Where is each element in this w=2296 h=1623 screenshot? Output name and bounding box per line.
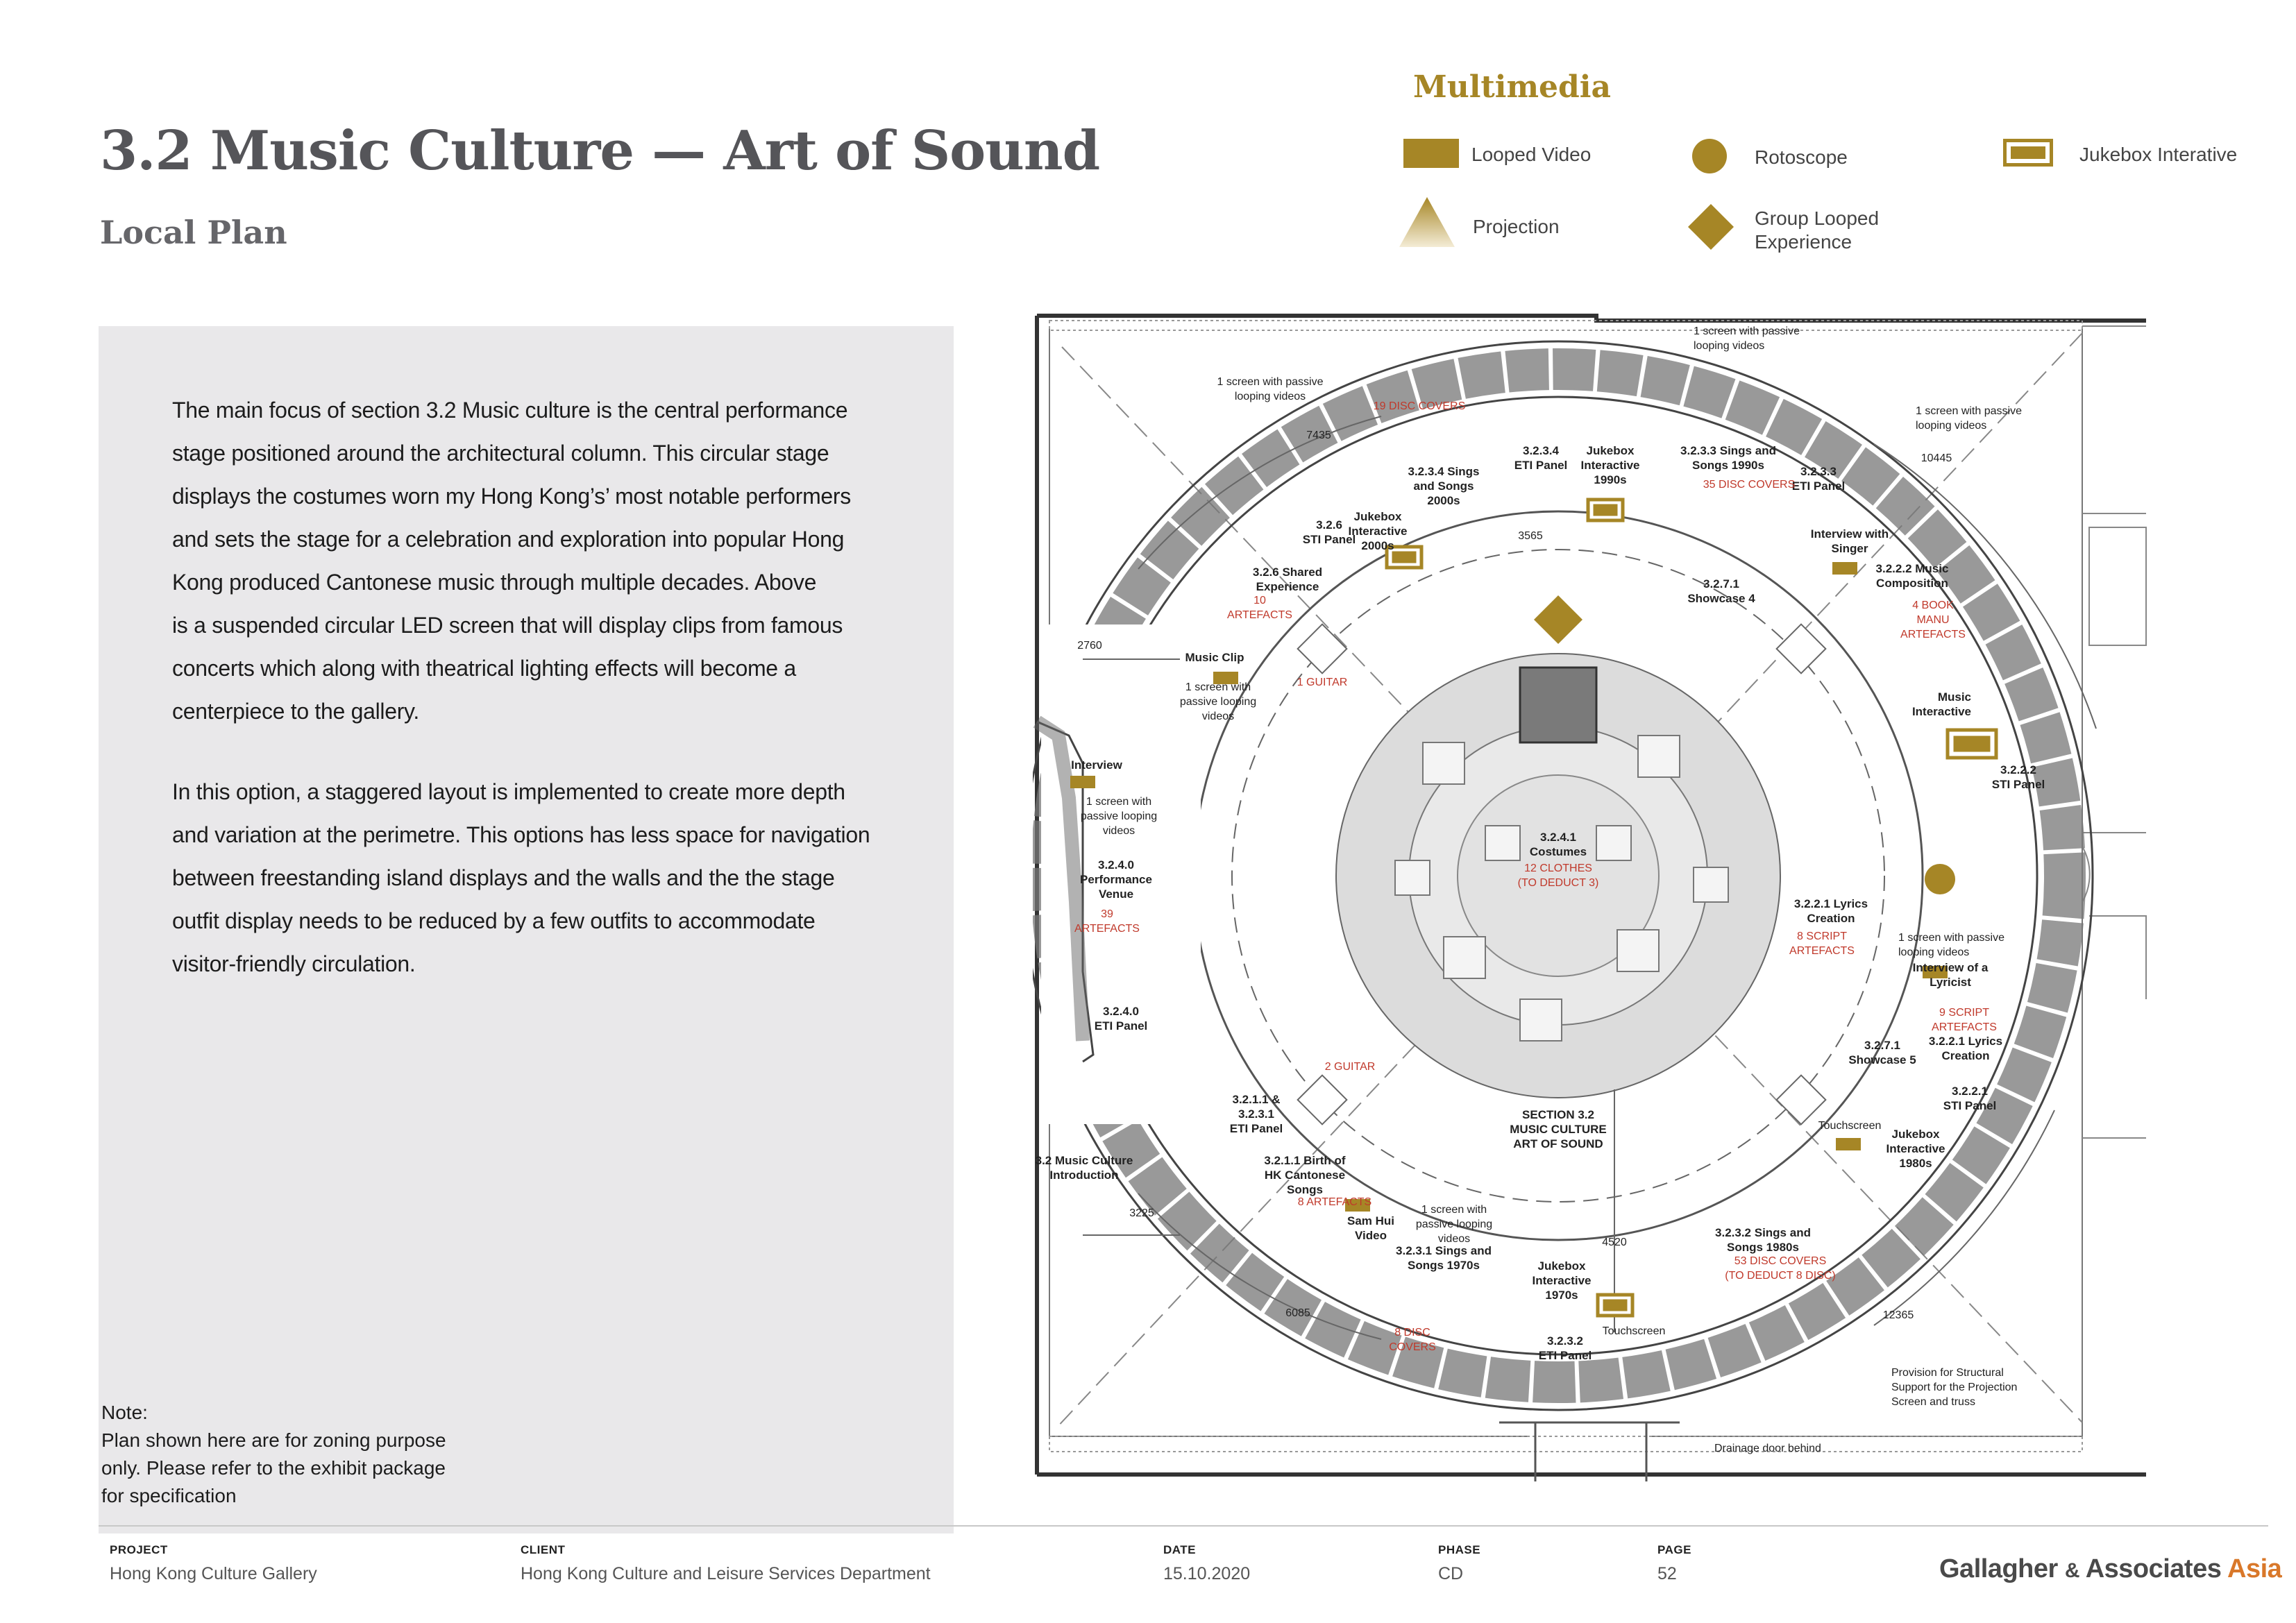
plan-label: Interview xyxy=(1071,758,1122,772)
footer-date-value: 15.10.2020 xyxy=(1163,1564,1251,1583)
artefact-count-label: 39 ARTEFACTS xyxy=(1074,908,1140,935)
plan-label: Jukebox Interactive 1980s xyxy=(1886,1128,1945,1170)
plan-label: 3565 xyxy=(1518,530,1543,542)
plan-label: 4520 xyxy=(1602,1237,1627,1248)
footer-project-value: Hong Kong Culture Gallery xyxy=(110,1564,317,1583)
rectangle-icon xyxy=(1403,139,1459,168)
artefact-count-label: 10 ARTEFACTS xyxy=(1227,595,1292,621)
plan-label: 3.2.7.1 Showcase 5 xyxy=(1848,1039,1916,1067)
plan-label: 3.2.2.2 STI Panel xyxy=(1991,763,2045,791)
plan-label: 7435 xyxy=(1306,430,1331,441)
diamond-icon xyxy=(1687,203,1735,251)
plan-label: Touchscreen xyxy=(1818,1120,1882,1132)
triangle-icon xyxy=(1398,196,1456,248)
footer-page-value: 52 xyxy=(1657,1564,1677,1583)
framed-rectangle-icon xyxy=(2003,139,2053,167)
plan-label: Music Interactive xyxy=(1911,690,1971,718)
plan-label: Touchscreen xyxy=(1602,1325,1666,1337)
plan-label: 1 screen with passive looping videos xyxy=(1694,325,1800,352)
artefact-count-label: 8 DISC COVERS xyxy=(1389,1327,1436,1353)
description-paragraph-2: In this option, a staggered layout is implemented to create more depth and variation at the perimetre. This options has less space for navigation between freestanding island displays and the walls and the the stage outfit display needs to be reduced by a few outfits to accommodate visitor-friendly circulation. xyxy=(172,779,870,976)
page-title: 3.2 Music Culture — Art of Sound xyxy=(100,119,1100,182)
plan-label: 2760 xyxy=(1077,640,1102,652)
plan-label: Interview with Singer xyxy=(1810,527,1889,555)
legend-group-looped-label: Group Looped Experience xyxy=(1755,207,1880,253)
group-looped-experience-marker xyxy=(1534,595,1582,644)
plan-label: Provision for Structural Support for the Projection Screen and truss xyxy=(1891,1367,2018,1408)
plan-note: Note: Plan shown here are for zoning purpose only. Please refer to the exhibit package for specification xyxy=(101,1402,446,1506)
plan-label: 1 screen with passive looping videos xyxy=(1179,681,1257,722)
footer-divider xyxy=(99,1525,2268,1527)
brand-logo: Gallagher & Associates Asia xyxy=(1939,1554,2282,1583)
artefact-count-label: 2 GUITAR xyxy=(1324,1061,1376,1073)
plan-label: Music Clip xyxy=(1185,651,1244,664)
looped-video-marker xyxy=(1070,776,1095,788)
plan-label: 3.2.3.4 ETI Panel xyxy=(1514,444,1568,472)
plan-label: Jukebox Interactive 2000s xyxy=(1348,510,1408,552)
artefact-count-label: 35 DISC COVERS xyxy=(1703,479,1796,491)
central-column xyxy=(1520,668,1596,742)
footer-client-head: CLIENT xyxy=(521,1543,566,1556)
plan-label: 3.2.3.2 Sings and Songs 1980s xyxy=(1715,1226,1811,1254)
plan-label: Drainage door behind xyxy=(1714,1443,1821,1454)
plan-label: 3.2.4.0 ETI Panel xyxy=(1094,1005,1148,1033)
description-paragraph-1: The main focus of section 3.2 Music culture is the central performance stage positioned around the architectural column. This circular stage displays the costumes worn my Hong Kong’s’ most notable performers and sets the stage for a celebration and exploration into popular Hong Kong produced Cantonese music through multiple decades. Above is a suspended circular LED screen that will display clips from famous concerts which along with theatrical lighting effects will become a centerpiece to the gallery. xyxy=(172,398,851,724)
artefact-count-label: 53 DISC COVERS (TO DEDUCT 8 DISC) xyxy=(1725,1255,1836,1282)
artefact-count-label: 4 BOOK MANU ARTEFACTS xyxy=(1900,600,1966,640)
plan-label: 1 screen with passive looping videos xyxy=(1217,376,1324,402)
footer-date-head: DATE xyxy=(1163,1543,1197,1556)
footer-project-head: PROJECT xyxy=(110,1543,168,1556)
plan-label: 3.2.3.1 Sings and Songs 1970s xyxy=(1396,1244,1492,1272)
footer-page-head: PAGE xyxy=(1657,1543,1691,1556)
plan-label: 3.2.6 STI Panel xyxy=(1302,518,1356,546)
artefact-count-label: 9 SCRIPT ARTEFACTS xyxy=(1932,1007,1997,1033)
legend-title: Multimedia xyxy=(1413,69,1611,105)
plan-label: 3.2.3.3 Sings and Songs 1990s xyxy=(1680,444,1776,472)
artefact-count-label: 8 ARTEFACTS xyxy=(1297,1196,1372,1208)
plan-label: 3.2.6 Shared Experience xyxy=(1252,566,1323,593)
plan-label: 3.2.4.0 Performance Venue xyxy=(1080,858,1152,901)
artefact-count-label: 1 GUITAR xyxy=(1297,677,1348,688)
footer-client-value: Hong Kong Culture and Leisure Services Department xyxy=(521,1564,931,1583)
plan-label: 3.2.2.2 Music Composition xyxy=(1875,562,1949,590)
circle-icon xyxy=(1692,139,1727,173)
plan-label: 3.2 Music Culture Introduction xyxy=(1035,1154,1133,1182)
legend-jukebox-label: Jukebox Interative xyxy=(2079,144,2238,165)
legend-rotoscope-label: Rotoscope xyxy=(1755,146,1848,168)
plan-label: 3.2.2.1 STI Panel xyxy=(1943,1085,1997,1112)
plan-label: 3.2.1.1 & 3.2.3.1 ETI Panel xyxy=(1229,1093,1283,1135)
looped-video-marker xyxy=(1836,1138,1861,1150)
plan-label: Interview of a Lyricist xyxy=(1912,961,1989,989)
plan-label: 3225 xyxy=(1129,1207,1154,1219)
plan-label: 3.2.4.1 Costumes xyxy=(1529,831,1587,858)
plan-label: 10445 xyxy=(1921,452,1952,464)
rotoscope-marker xyxy=(1925,864,1955,894)
plan-label: 1 screen with passive looping videos xyxy=(1080,796,1158,837)
plan-label: 1 screen with passive looping videos xyxy=(1916,405,2022,432)
plan-label: Jukebox Interactive 1970s xyxy=(1532,1259,1592,1302)
page-subtitle: Local Plan xyxy=(100,214,287,251)
artefact-count-label: 8 SCRIPT ARTEFACTS xyxy=(1789,931,1855,957)
plan-label: 6085 xyxy=(1285,1307,1310,1319)
plan-label: 3.2.2.1 Lyrics Creation xyxy=(1793,897,1868,925)
plan-label: 3.2.1.1 Birth of HK Cantonese Songs xyxy=(1264,1154,1346,1196)
plan-label: 1 screen with passive looping videos xyxy=(1898,932,2004,958)
plan-label: 1 screen with passive looping videos xyxy=(1415,1204,1493,1245)
plan-label: Jukebox Interactive 1990s xyxy=(1580,444,1640,486)
artefact-count-label: 19 DISC COVERS xyxy=(1373,400,1466,412)
plan-label: 3.2.3.3 ETI Panel xyxy=(1791,465,1846,493)
plan-label: Sam Hui Video xyxy=(1347,1214,1395,1242)
plan-label: 3.2.3.4 Sings and Songs 2000s xyxy=(1408,465,1480,507)
section-title: SECTION 3.2 MUSIC CULTURE ART OF SOUND xyxy=(1510,1108,1607,1150)
artefact-count-label: 12 CLOTHES (TO DEDUCT 3) xyxy=(1517,863,1599,889)
plan-label: 3.2.7.1 Showcase 4 xyxy=(1687,577,1755,605)
plan-label: 3.2.3.2 ETI Panel xyxy=(1538,1334,1592,1362)
legend-looped-video-label: Looped Video xyxy=(1471,144,1592,165)
floor-plan xyxy=(1033,311,2157,1484)
footer-phase-head: PHASE xyxy=(1438,1543,1481,1556)
footer-phase-value: CD xyxy=(1438,1564,1464,1583)
plan-label: 3.2.2.1 Lyrics Creation xyxy=(1928,1035,2003,1062)
legend-projection-label: Projection xyxy=(1473,216,1560,237)
plan-label: 12365 xyxy=(1882,1309,1914,1321)
looped-video-marker xyxy=(1832,562,1857,575)
